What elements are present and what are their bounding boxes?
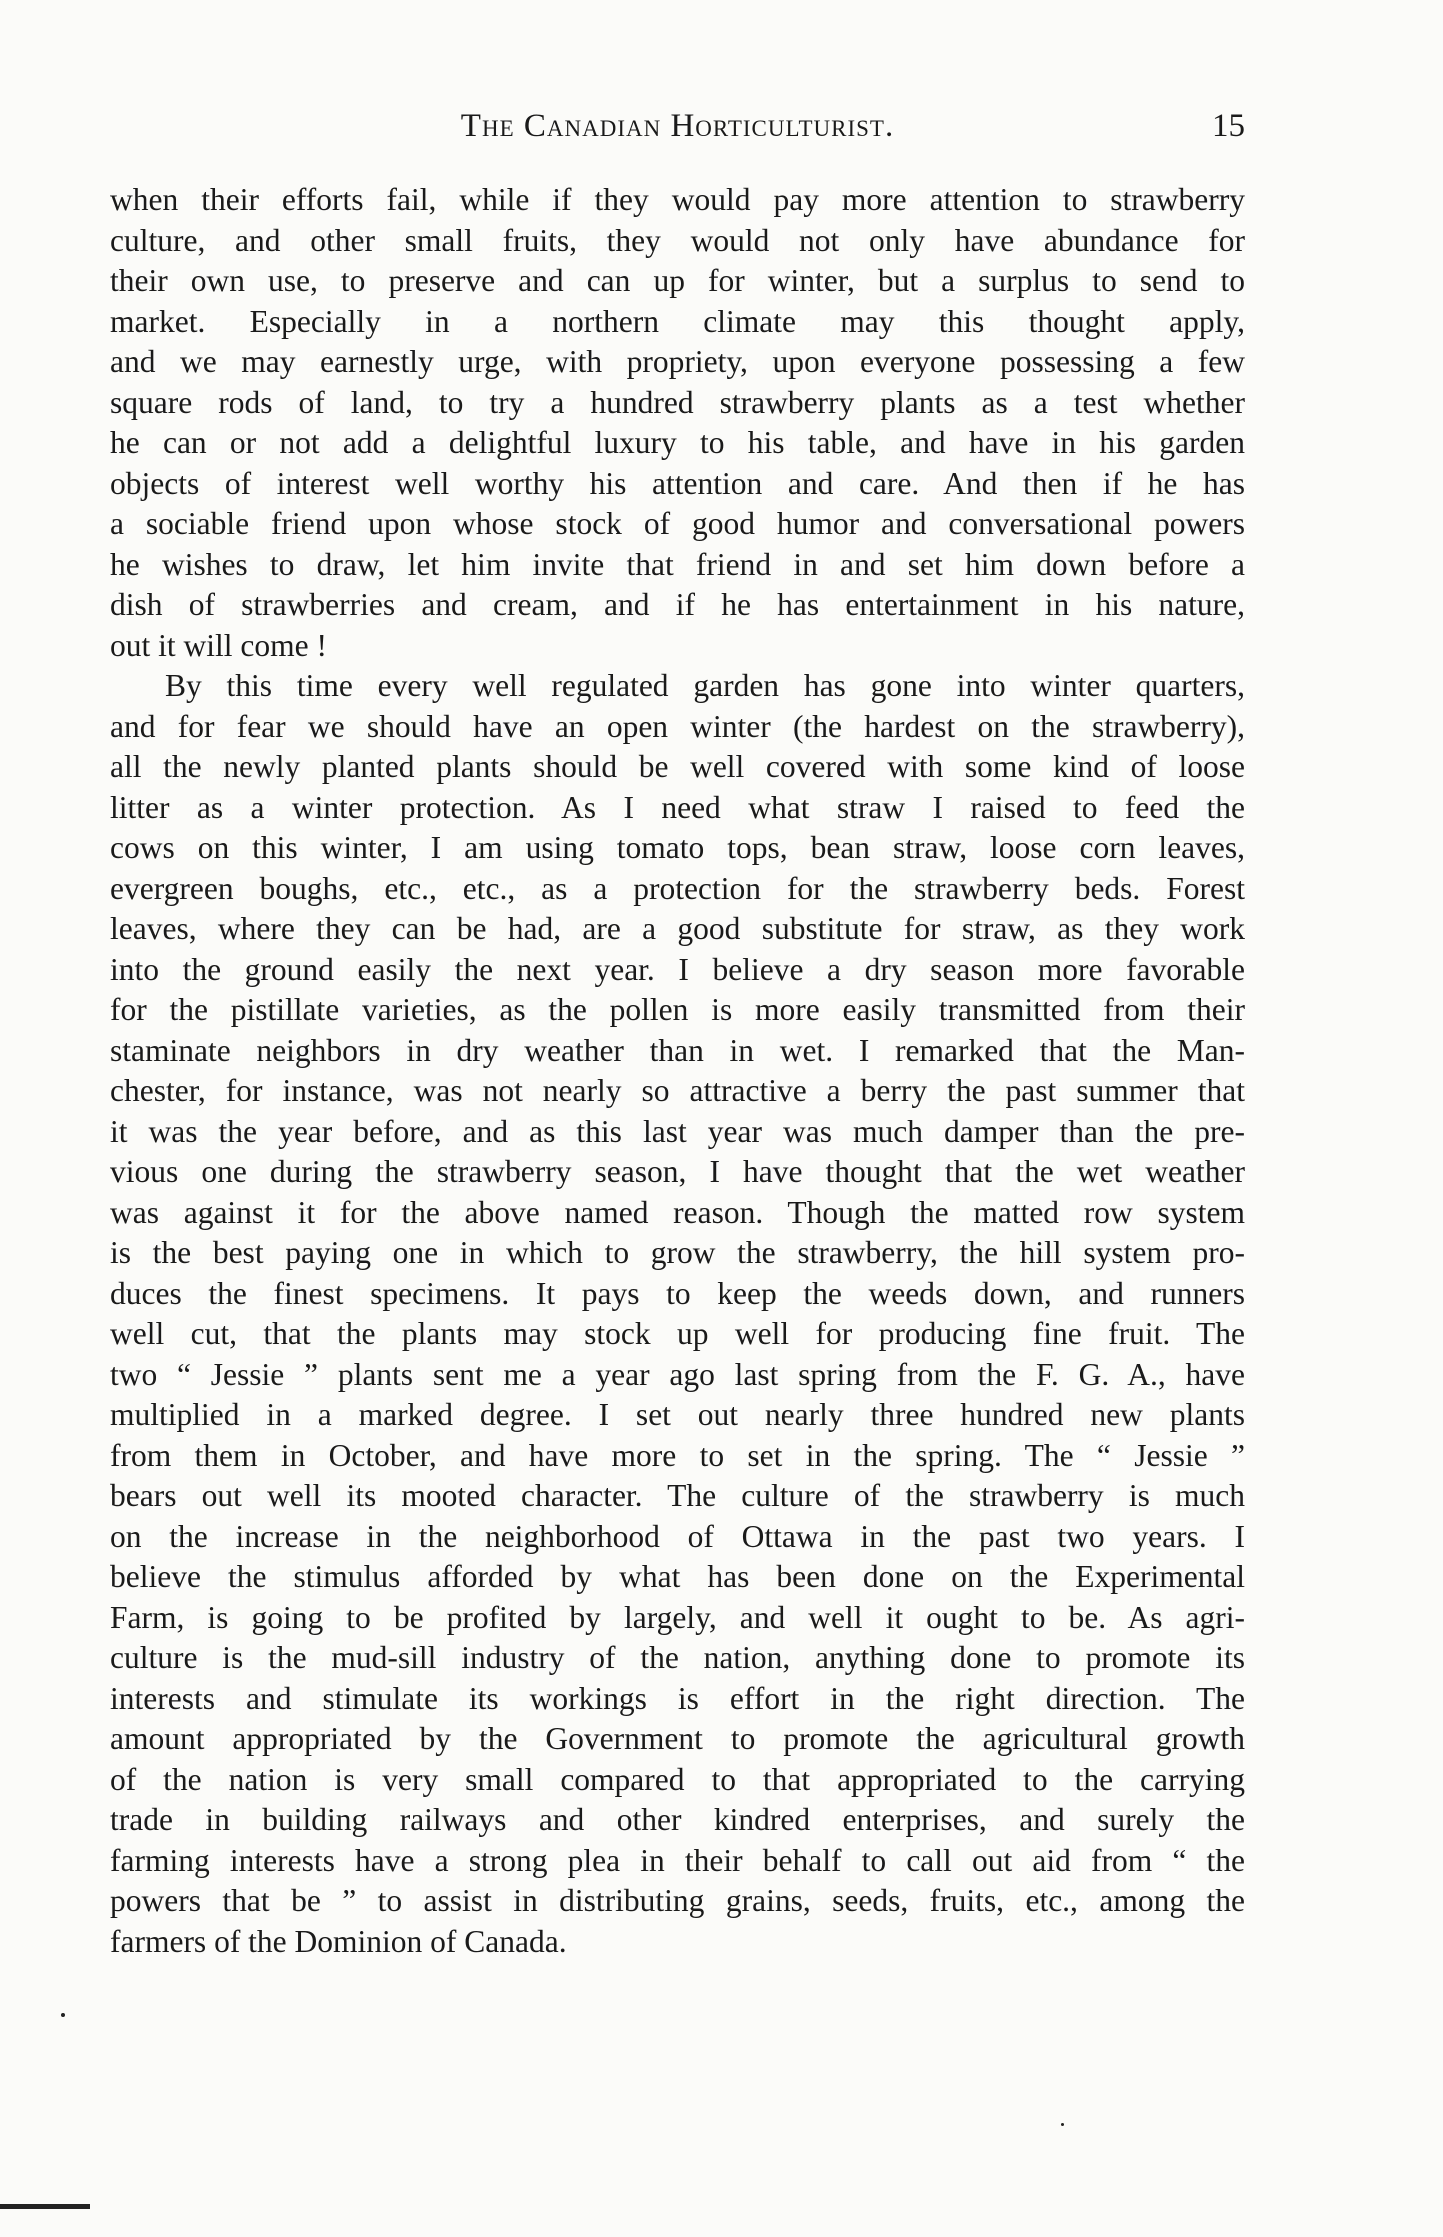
text-line: out it will come !	[110, 627, 327, 663]
running-title: The Canadian Horticulturist.	[460, 108, 895, 144]
text-line: interests and stimulate its workings is effort in the right direction. The	[110, 1680, 1245, 1716]
page-header	[110, 108, 1245, 158]
text-line: their own use, to preserve and can up for winter, but a surplus to send to	[110, 263, 1245, 298]
text-line: bears out well its mooted character. The culture of the strawberry is much	[110, 1478, 1245, 1513]
text-line: when their efforts fail, while if they would pay more attention to strawberry	[110, 182, 1245, 217]
page-number: 15	[1212, 108, 1245, 144]
text-line: well cut, that the plants may stock up well for producing fine fruit. The	[110, 1316, 1245, 1351]
text-line: and we may earnestly urge, with propriety, upon everyone possessing a few	[110, 344, 1245, 379]
ink-speck	[1061, 2123, 1064, 2126]
text-line: all the newly planted plants should be well covered with some kind of loose	[110, 749, 1245, 784]
text-line: farming interests have a strong plea in their behalf to call out aid from “ the	[110, 1842, 1245, 1878]
text-line: duces the finest specimens. It pays to keep the weeds down, and runners	[110, 1275, 1245, 1311]
text-line: multiplied in a marked degree. I set out nearly three hundred new plants	[110, 1397, 1245, 1432]
paragraph	[110, 180, 1245, 666]
text-line: it was the year before, and as this last year was much damper than the pre-	[110, 1113, 1245, 1149]
text-line: culture, and other small fruits, they would not only have abundance for	[110, 222, 1245, 258]
text-line: into the ground easily the next year. I believe a dry season more favorable	[110, 951, 1245, 987]
ink-speck	[61, 2013, 65, 2017]
text-line: is the best paying one in which to grow the strawberry, the hill system pro-	[110, 1235, 1245, 1270]
text-line: he wishes to draw, let him invite that friend in and set him down before a	[110, 546, 1245, 582]
text-line: from them in October, and have more to set in the spring. The “ Jessie ”	[110, 1437, 1245, 1473]
text-line: and for fear we should have an open winter (the hardest on the strawberry),	[110, 708, 1245, 744]
text-line: culture is the mud-sill industry of the nation, anything done to promote its	[110, 1640, 1245, 1675]
text-line: Farm, is going to be profited by largely, and well it ought to be. As agri-	[110, 1599, 1245, 1635]
text-line: was against it for the above named reason. Though the matted row system	[110, 1194, 1245, 1230]
text-line: trade in building railways and other kindred enterprises, and surely the	[110, 1802, 1245, 1837]
text-line: chester, for instance, was not nearly so attractive a berry the past summer that	[110, 1073, 1245, 1108]
text-line: for the pistillate varieties, as the pollen is more easily transmitted from their	[110, 992, 1245, 1027]
text-line: a sociable friend upon whose stock of good humor and conversational powers	[110, 506, 1245, 541]
text-line: By this time every well regulated garden has gone into winter quarters,	[165, 668, 1245, 703]
text-line: powers that be ” to assist in distributing grains, seeds, fruits, etc., among the	[110, 1883, 1245, 1918]
text-line: market. Especially in a northern climate may this thought apply,	[110, 303, 1245, 339]
paragraph	[110, 666, 1245, 1962]
text-line: evergreen boughs, etc., etc., as a protection for the strawberry beds. Forest	[110, 870, 1245, 906]
text-line: vious one during the strawberry season, I have thought that the wet weather	[110, 1154, 1245, 1189]
text-line: litter as a winter protection. As I need what straw I raised to feed the	[110, 789, 1245, 825]
text-line: leaves, where they can be had, are a good substitute for straw, as they work	[110, 911, 1245, 946]
text-line: two “ Jessie ” plants sent me a year ago last spring from the F. G. A., have	[110, 1356, 1245, 1392]
text-line: square rods of land, to try a hundred strawberry plants as a test whether	[110, 384, 1245, 420]
text-line: believe the stimulus afforded by what has been done on the Experimental	[110, 1559, 1245, 1594]
text-line: he can or not add a delightful luxury to his table, and have in his garden	[110, 425, 1245, 460]
text-line: staminate neighbors in dry weather than in wet. I remarked that the Man-	[110, 1032, 1245, 1068]
text-line: dish of strawberries and cream, and if he has entertainment in his nature,	[110, 587, 1245, 622]
text-line: amount appropriated by the Government to promote the agricultural growth	[110, 1721, 1245, 1756]
text-line: on the increase in the neighborhood of Ottawa in the past two years. I	[110, 1518, 1245, 1554]
text-line: cows on this winter, I am using tomato tops, bean straw, loose corn leaves,	[110, 830, 1245, 865]
text-line: of the nation is very small compared to that appropriated to the carrying	[110, 1761, 1245, 1797]
text-line: farmers of the Dominion of Canada.	[110, 1923, 567, 1959]
body-text	[110, 180, 1245, 1962]
text-line: objects of interest well worthy his attention and care. And then if he has	[110, 465, 1245, 501]
edge-rule-mark	[0, 2204, 90, 2209]
